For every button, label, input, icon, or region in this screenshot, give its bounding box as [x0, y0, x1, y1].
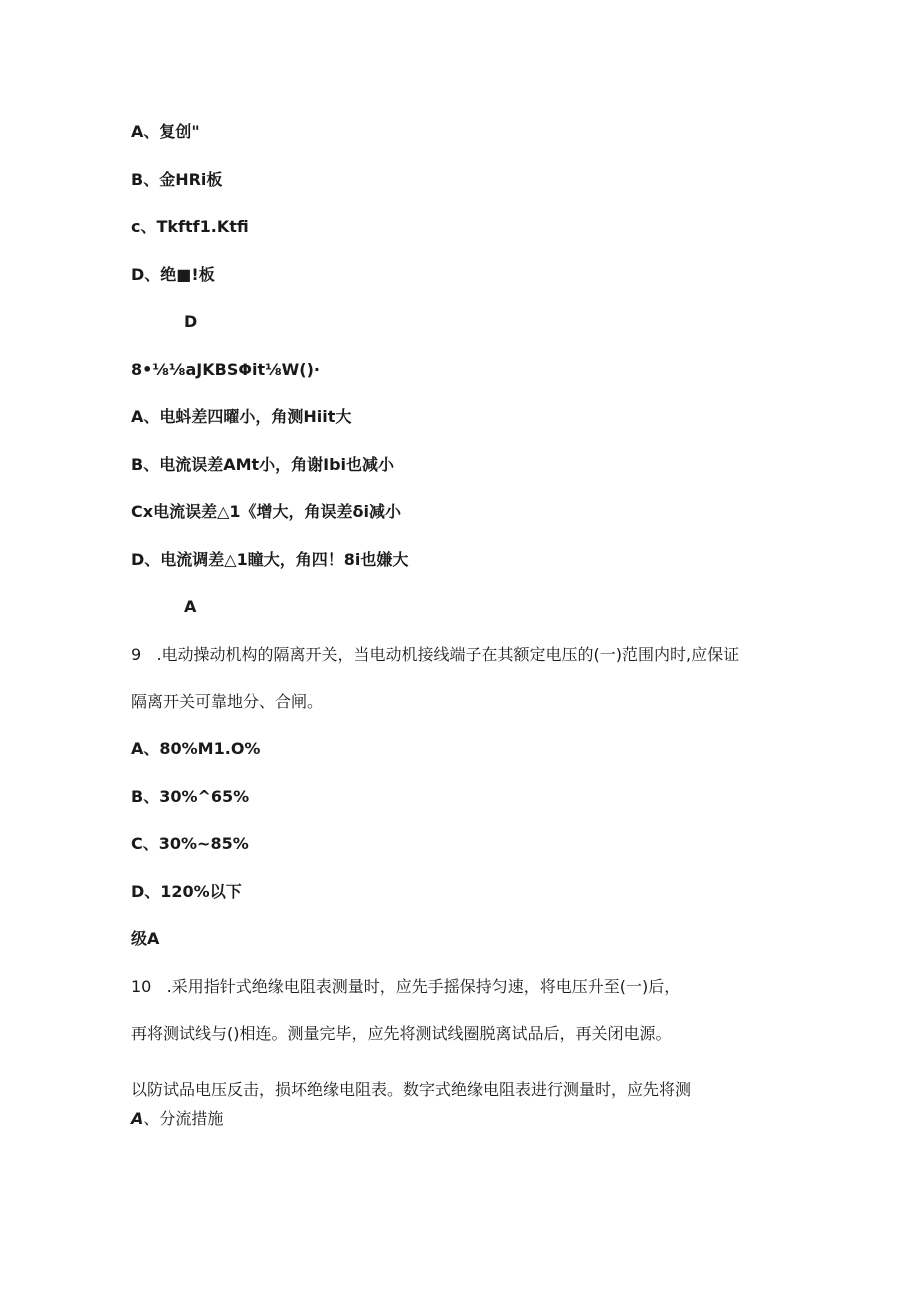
q10-stem-line3: 以防试品电压反击，损坏绝缘电阻表。数字式绝缘电阻表进行测量时，应先将测 [131, 1080, 692, 1099]
q10-stem-line2: 再将测试线与()相连。测量完毕，应先将测试线圈脱离试品后，再关闭电源。 [131, 1024, 672, 1043]
q8-option-a: A、电蚪差四曜小，角测Hiit大 [131, 407, 352, 426]
q10-option-a-text: 、分流措施 [143, 1109, 224, 1128]
q10-option-a [131, 1108, 223, 1130]
q8-stem: 8•⅛⅛aJKBSΦit⅛W()· [131, 360, 320, 379]
q8-answer: A [184, 597, 197, 616]
q9-answer: 级A [131, 929, 160, 948]
q9-option-d: D、120%以下 [131, 882, 242, 901]
q10-stem-line1: 10 .采用指针式绝缘电阻表测量时，应先手摇保持匀速，将电压升至(一)后， [131, 977, 681, 996]
q8-option-b: B、电流误差AMt小，角谢Ibi也减小 [131, 455, 395, 474]
q9-option-c: C、30%~85% [131, 834, 249, 853]
q7-option-b: B、金HRi板 [131, 170, 223, 189]
q7-option-a: A、复创" [131, 122, 200, 141]
q9-stem-line2: 隔离开关可靠地分、合闸。 [131, 692, 324, 711]
q7-option-c: c、Tkftf1.Ktfi [131, 217, 249, 236]
q10-option-a-letter: A [131, 1109, 144, 1128]
q9-option-b: B、30%^65% [131, 787, 250, 806]
q9-option-a: A、80%M1.O% [131, 739, 261, 758]
q7-answer: D [184, 312, 198, 331]
q8-option-d: D、电流调差△1瞳大，角四！8i也嫌大 [131, 550, 409, 569]
q7-option-d: D、绝■!板 [131, 265, 215, 284]
q8-option-c: Cx电流误差△1《增大，角误差δi减小 [131, 502, 401, 521]
q9-stem-line1: 9 .电动操动机构的隔离开关，当电动机接线端子在其额定电压的(一)范围内时,应保证 [131, 645, 740, 664]
